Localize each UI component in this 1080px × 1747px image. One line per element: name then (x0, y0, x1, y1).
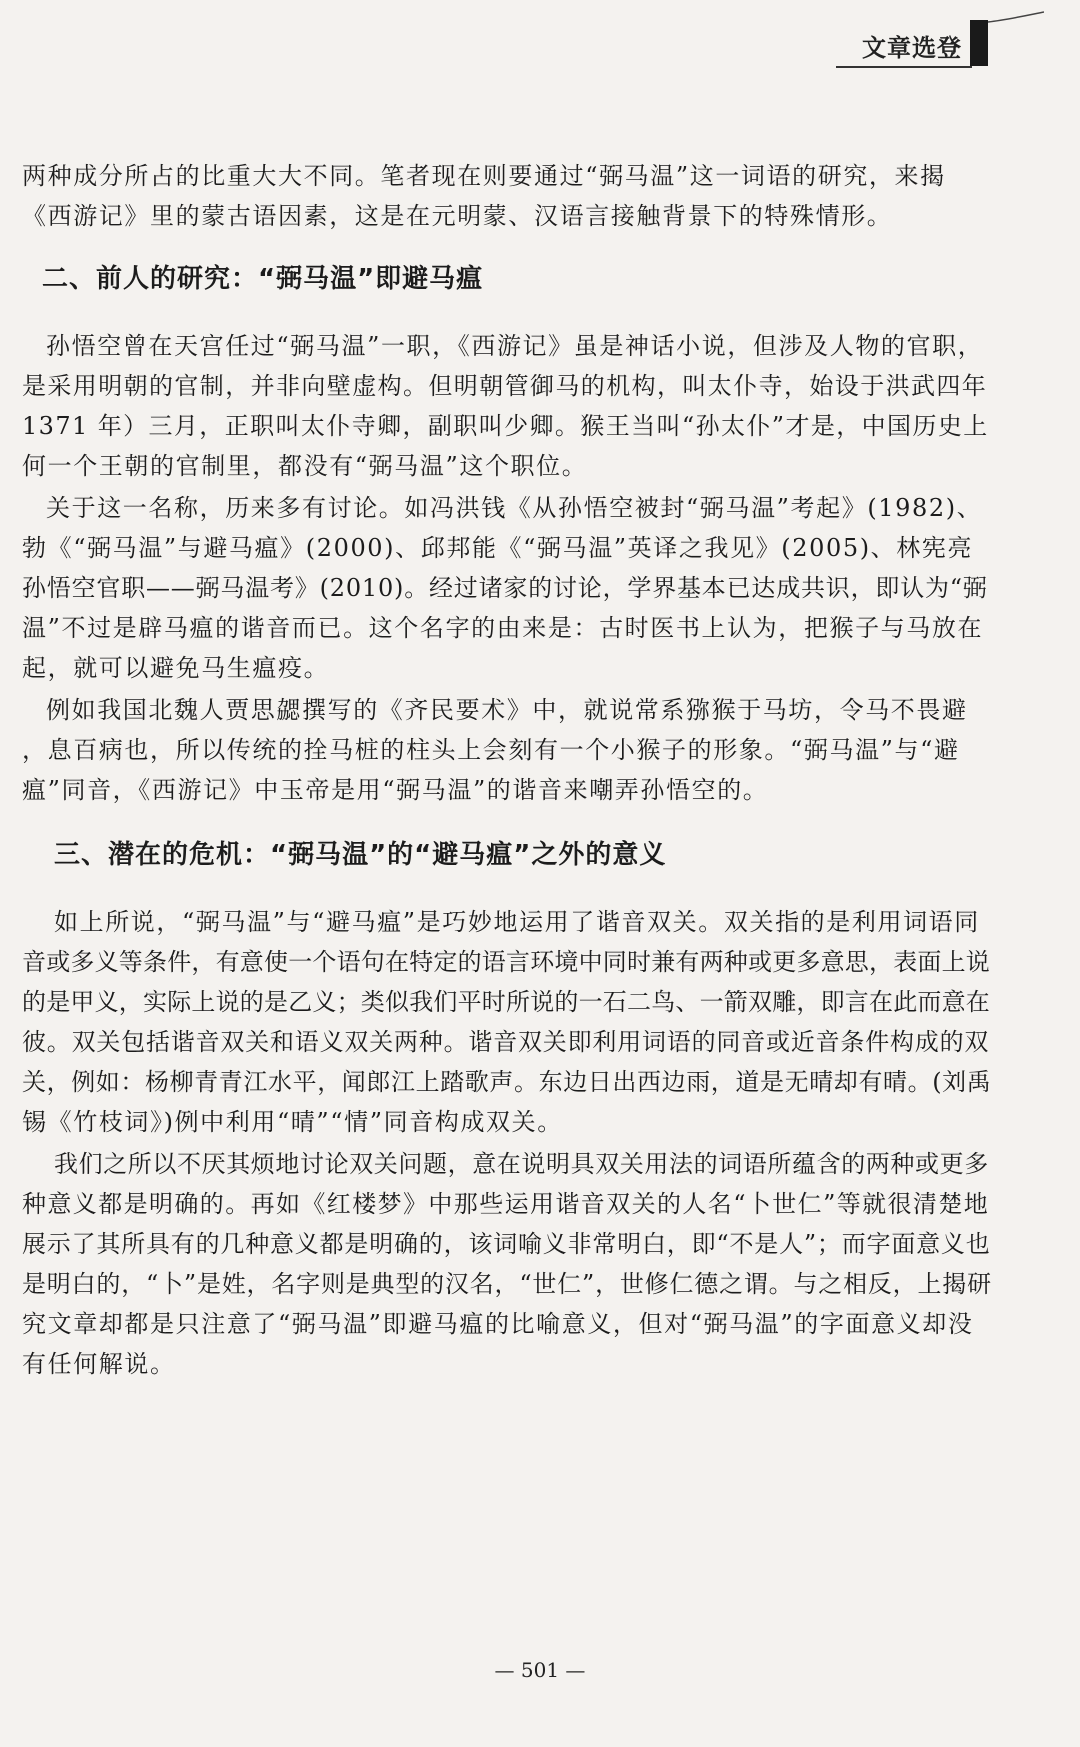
text-line: 锡《竹枝词》)例中利用“晴”“情”同音构成双关。 (22, 1108, 563, 1136)
header-rule (836, 66, 972, 68)
text-line: 关，例如：杨柳青青江水平，闻郎江上踏歌声。东边日出西边雨，道是无晴却有晴。(刘禹 (22, 1068, 992, 1096)
text-line: 究文章却都是只注意了“弼马温”即避马瘟的比喻意义，但对“弼马温”的字面意义却没 (22, 1310, 974, 1338)
text-line: 如上所说，“弼马温”与“避马瘟”是巧妙地运用了谐音双关。双关指的是利用词语同 (54, 908, 980, 936)
text-line: 两种成分所占的比重大大不同。笔者现在则要通过“弼马温”这一词语的研究，来揭 (22, 162, 946, 190)
text-line: 1371 年）三月，正职叫太仆寺卿，副职叫少卿。猴王当叫“孙太仆”才是，中国历史上 (22, 412, 989, 440)
text-line: 我们之所以不厌其烦地讨论双关问题，意在说明具双关用法的词语所蕴含的两种或更多 (54, 1150, 989, 1178)
header-black-bar (970, 20, 988, 66)
section-heading-2: 二、前人的研究：“弼马温”即避马瘟 (42, 264, 484, 294)
text-line: 有任何解说。 (22, 1350, 176, 1378)
text-line: 《西游记》里的蒙古语因素，这是在元明蒙、汉语言接触背景下的特殊情形。 (22, 202, 893, 230)
text-line: 关于这一名称，历来多有讨论。如冯洪钱《从孙悟空被封“弼马温”考起》(1982)、 (46, 494, 983, 522)
text-line: 展示了其所具有的几种意义都是明确的，该词喻义非常明白，即“不是人”；而字面意义也 (22, 1230, 991, 1258)
text-line: 种意义都是明确的。再如《红楼梦》中那些运用谐音双关的人名“卜世仁”等就很清楚地 (22, 1190, 990, 1218)
text-line: 勃《“弼马温”与避马瘟》(2000)、邱邦能《“弼马温”英译之我见》(2005)、林宪亮 (22, 534, 974, 562)
text-line: 是采用明朝的官制，并非向壁虚构。但明朝管御马的机构，叫太仆寺，始设于洪武四年 (22, 372, 988, 400)
section-heading-3: 三、潜在的危机：“弼马温”的“避马瘟”之外的意义 (54, 840, 667, 870)
header-swoosh-decoration (988, 10, 1044, 24)
text-line: 例如我国北魏人贾思勰撰写的《齐民要术》中，就说常系猕猴于马坊，令马不畏避 (46, 696, 968, 724)
text-line: 孙悟空曾在天宫任过“弼马温”一职，《西游记》虽是神话小说，但涉及人物的官职， (46, 332, 984, 360)
text-line: 起，就可以避免马生瘟疫。 (22, 654, 330, 682)
section-header-label: 文章选登 (862, 34, 962, 62)
text-line: 音或多义等条件，有意使一个语句在特定的语言环境中同时兼有两种或更多意思，表面上说 (22, 948, 990, 976)
text-line: 彼。双关包括谐音双关和语义双关两种。谐音双关即利用词语的同音或近音条件构成的双 (22, 1028, 990, 1056)
text-line: 瘟”同音，《西游记》中玉帝是用“弼马温”的谐音来嘲弄孙悟空的。 (22, 776, 769, 804)
text-line: 何一个王朝的官制里，都没有“弼马温”这个职位。 (22, 452, 588, 480)
text-line: 孙悟空官职——弼马温考》(2010)。经过诸家的讨论，学界基本已达成共识，即认为“弼 (22, 574, 988, 602)
text-line: 是明白的，“卜”是姓，名字则是典型的汉名，“世仁”，世修仁德之谓。与之相反，上揭研 (22, 1270, 992, 1298)
text-line: 的是甲义，实际上说的是乙义；类似我们平时所说的一石二鸟、一箭双雕，即言在此而意在 (22, 988, 990, 1016)
page-number: — 501 — (494, 1658, 586, 1682)
text-line: ，息百病也，所以传统的拴马桩的柱头上会刻有一个小猴子的形象。“弼马温”与“避 (22, 736, 960, 764)
text-line: 温”不过是辟马瘟的谐音而已。这个名字的由来是：古时医书上认为，把猴子与马放在 (22, 614, 984, 642)
